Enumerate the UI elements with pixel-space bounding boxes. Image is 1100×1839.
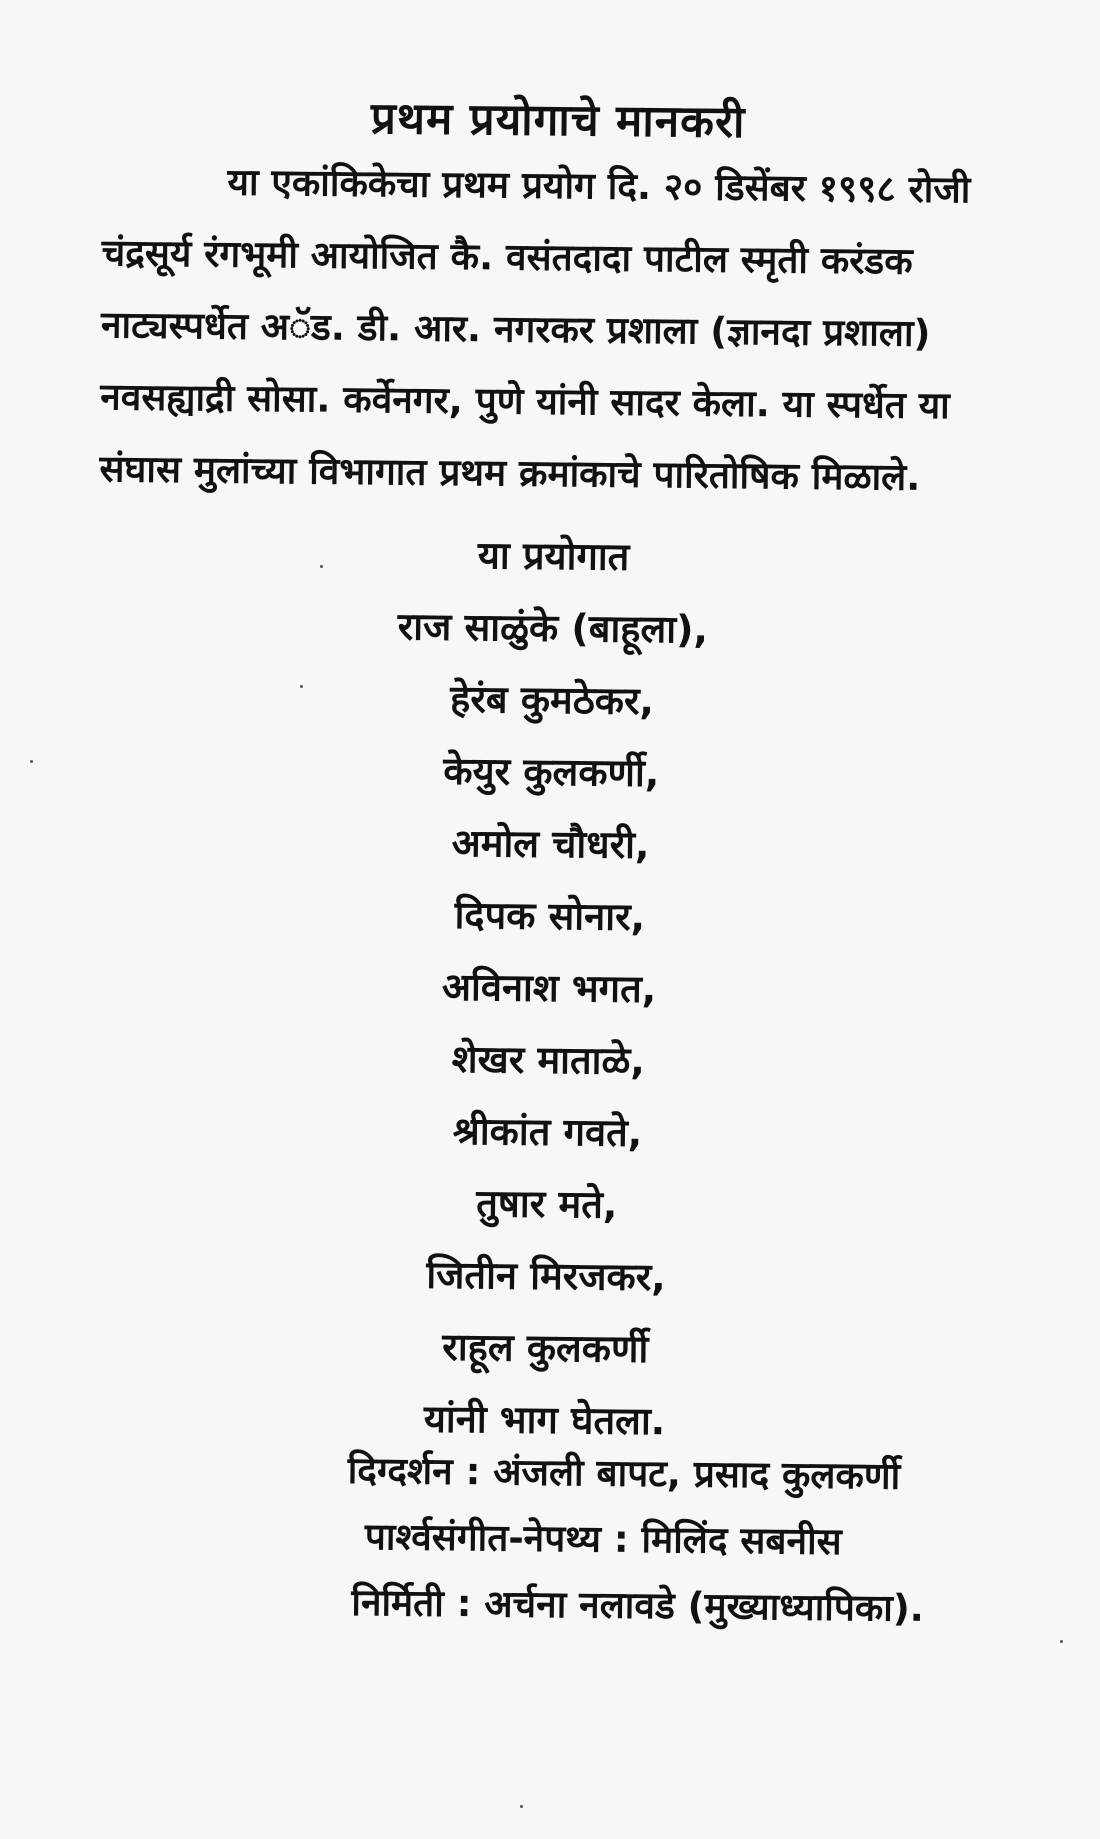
page-title: प्रथम प्रयोगाचे मानकरी [370,93,746,149]
cast-member: जितीन मिरजकर, [426,1252,666,1300]
cast-member: तुषार मते, [476,1181,618,1227]
paper-speck [320,565,323,568]
cast-outro: यांनी भाग घेतला. [423,1396,666,1444]
paper-speck [520,1805,523,1808]
intro-paragraph [99,145,1063,515]
credit-production: निर्मिती : अर्चना नलावडे (मुख्याध्यापिका). [351,1580,925,1630]
credits-block [0,1434,1094,1644]
paper-speck [1060,1640,1063,1643]
paper-speck [30,760,33,763]
cast-member: अमोल चौधरी, [451,820,650,868]
cast-member: केयुर कुलकर्णी, [443,748,660,796]
cast-member: राज साळुंके (बाहूला), [397,604,709,652]
cast-member: दिपक सोनार, [454,893,646,939]
cast-member: राहूल कुलकर्णी [442,1324,649,1372]
cast-member: शेखर माताळे, [451,1036,646,1084]
paragraph-line: या एकांकिकेचा प्रथम प्रयोग दि. २० डिसेंबर १९९८ रोजी [227,160,971,212]
cast-member: अविनाश भगत, [441,964,657,1012]
paragraph-line: संघास मुलांच्या विभागात प्रथम क्रमांकाचे पारितोषिक मिळाले. [99,447,921,499]
credit-music-set: पार्श्वसंगीत-नेपथ्य : मिलिंद सबनीस [364,1515,842,1564]
paragraph-line: नवसह्याद्री सोसा. कर्वेनगर, पुणे यांनी सादर केला. या स्पर्धेत या [100,375,950,428]
paragraph-line: नाट्यस्पर्धेत अॅड. डी. आर. नगरकर प्रशाला (ज्ञानदा प्रशाला) [100,303,931,355]
cast-list [0,514,1100,1461]
cast-member: श्रीकांत गवते, [452,1108,643,1155]
cast-member: हेरंब कुमठेकर, [449,676,655,724]
paper-speck [300,685,303,688]
cast-intro: या प्रयोगात [477,533,630,579]
paragraph-line: चंद्रसूर्य रंगभूमी आयोजित कै. वसंतदादा पाटील स्मृती करंडक [101,231,913,283]
credit-direction: दिग्दर्शन : अंजली बापट, प्रसाद कुलकर्णी [347,1448,901,1498]
